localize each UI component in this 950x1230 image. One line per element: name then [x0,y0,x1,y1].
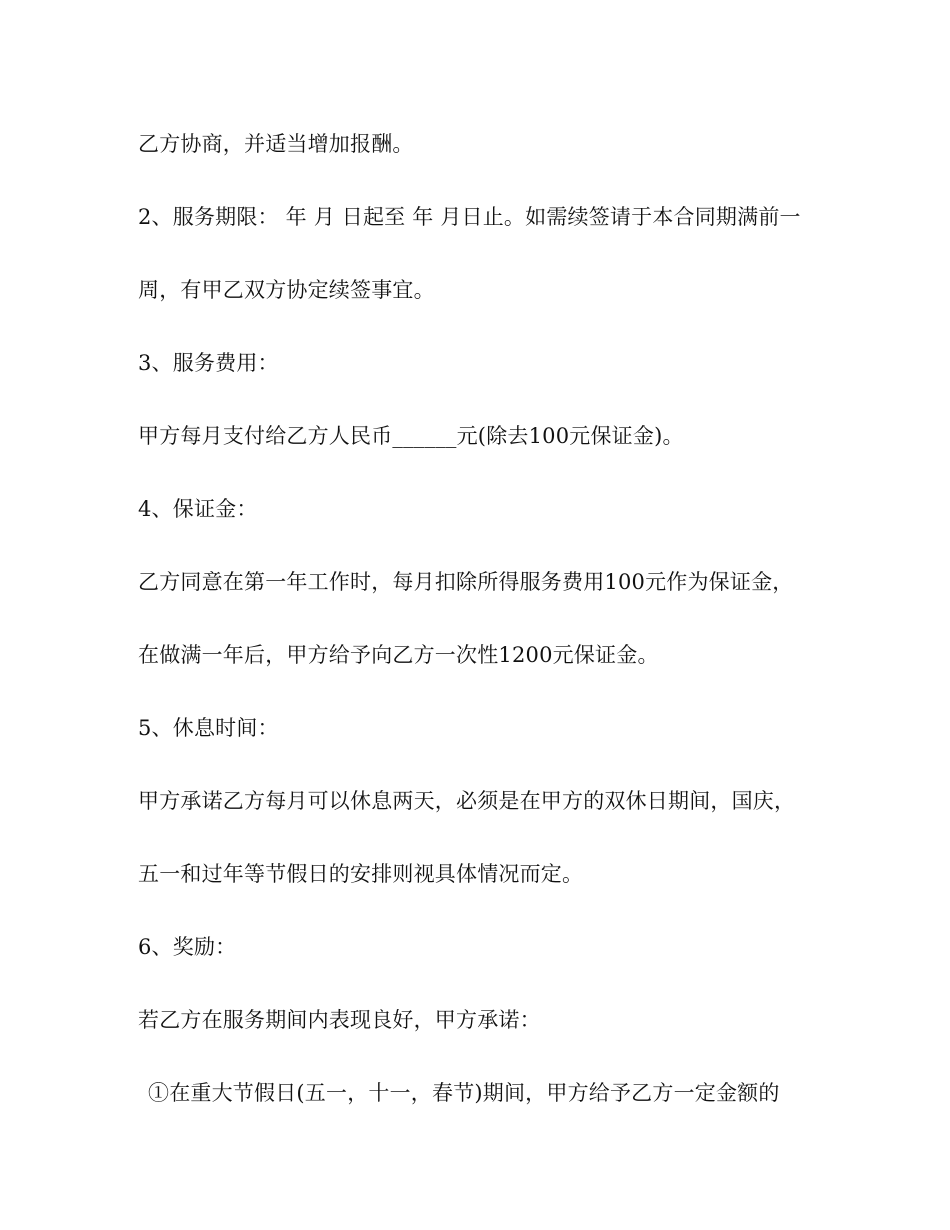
clause-4-body-line-1: 乙方同意在第一年工作时，每月扣除所得服务费用100元作为保证金， [138,570,794,594]
clause-6-item-1: ①在重大节假日(五一，十一，春节)期间，甲方给予乙方一定金额的 [148,1081,780,1105]
clause-5-heading: 5、休息时间： [138,716,279,740]
clause-5-body-line-1: 甲方承诺乙方每月可以休息两天，必须是在甲方的双休日期间，国庆， [138,789,796,813]
clause-2-line-1: 2、服务期限： 年 月 日起至 年 月日止。如需续签请于本合同期满前一 [138,205,801,229]
clause-6-intro: 若乙方在服务期间内表现良好，甲方承诺： [138,1008,541,1032]
clause-4-body-line-2: 在做满一年后，甲方给予向乙方一次性1200元保证金。 [138,643,659,667]
clause-4-heading: 4、保证金： [138,497,258,521]
clause-3-body: 甲方每月支付给乙方人民币______元(除去100元保证金)。 [138,424,684,448]
clause-6-heading: 6、奖励： [138,935,237,959]
clause-3-heading: 3、服务费用： [138,351,279,375]
paragraph-line: 乙方协商，并适当增加报酬。 [138,132,414,156]
clause-2-line-2: 周，有甲乙双方协定续签事宜。 [138,278,435,302]
clause-5-body-line-2: 五一和过年等节假日的安排则视具体情况而定。 [138,862,584,886]
